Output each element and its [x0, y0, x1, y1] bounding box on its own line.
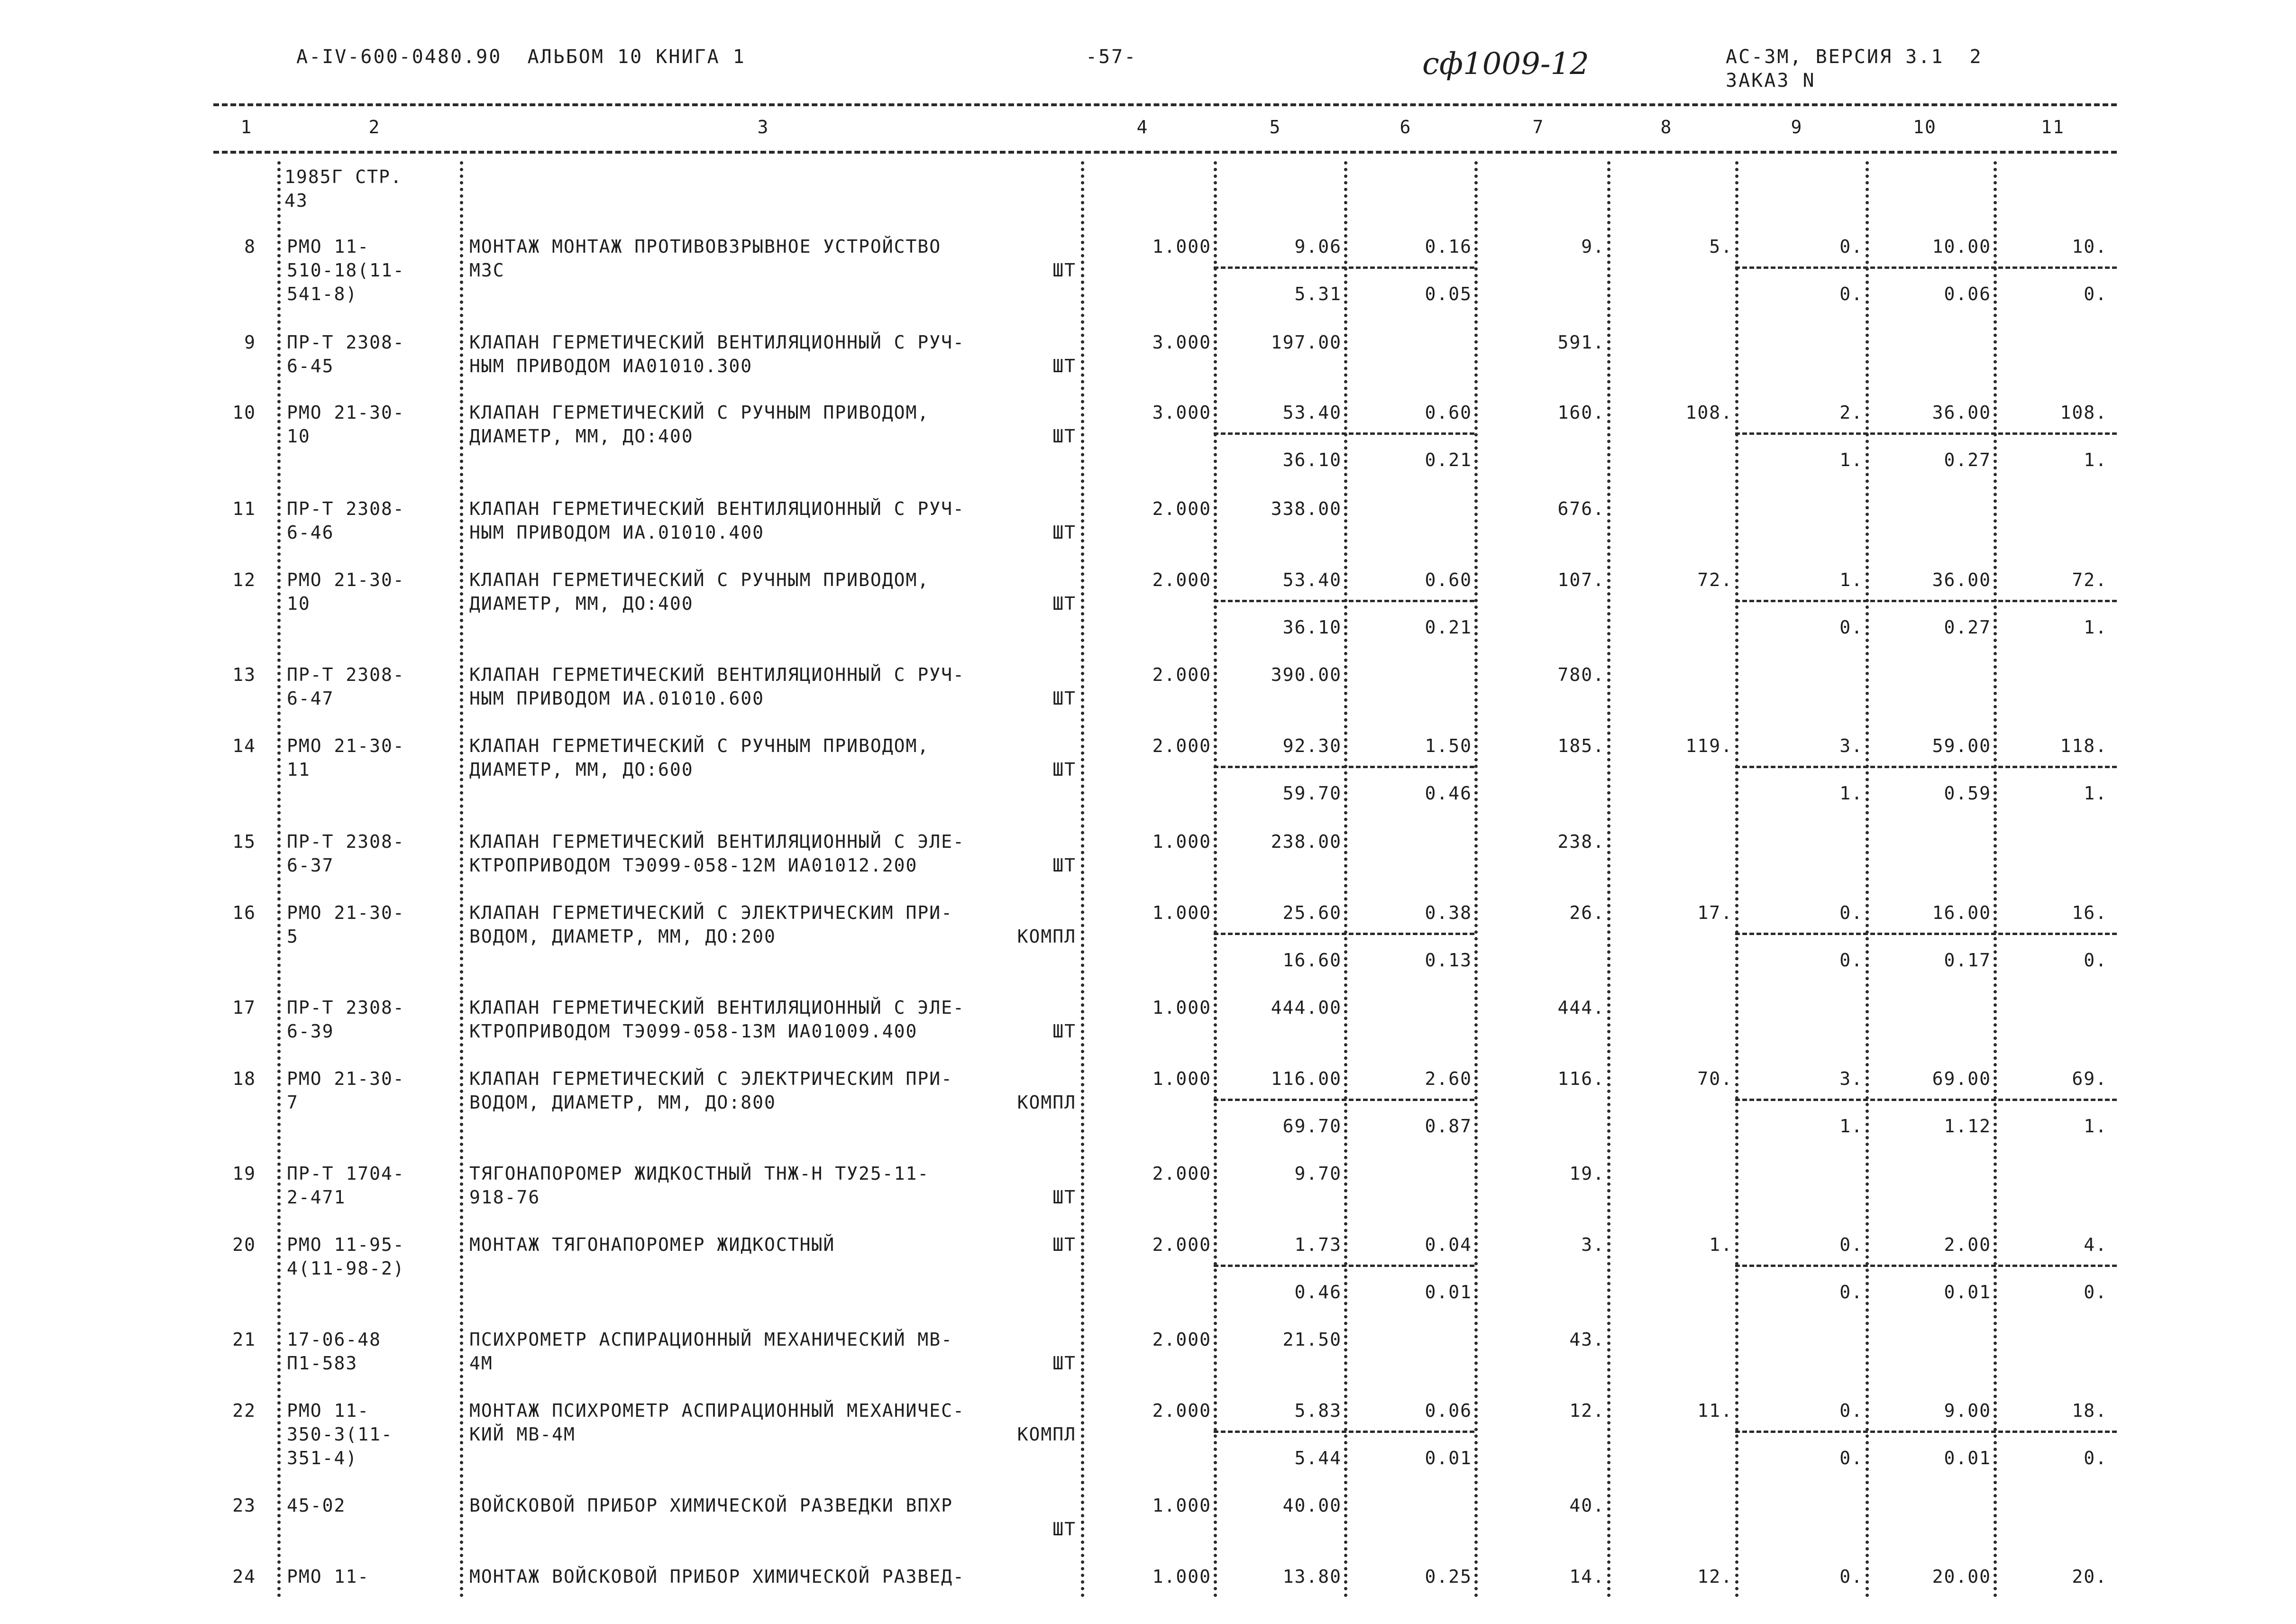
row-subvalue-c11: 1. [2084, 783, 2107, 804]
row-value-c7: 185. [1557, 735, 1605, 756]
column-separator [277, 161, 281, 1598]
row-number: 18 [232, 1068, 256, 1089]
subtotal-rule [1214, 766, 1474, 768]
row-value-qty: 1.000 [1152, 831, 1211, 852]
row-code-line: 350-3(11- [287, 1424, 393, 1445]
row-value-c6: 0.06 [1425, 1400, 1472, 1421]
row-unit: ШТ [1052, 855, 1076, 876]
row-subvalue-c9: 0. [1839, 617, 1863, 638]
column-header-11: 11 [2041, 117, 2065, 138]
row-description-line: ВОДОМ, ДИАМЕТР, ММ, ДО:200 [469, 926, 776, 947]
row-description-line: 4М [469, 1353, 493, 1374]
row-description-line: ДИАМЕТР, ММ, ДО:600 [469, 759, 694, 780]
row-unit: ШТ [1052, 260, 1076, 281]
row-subvalue-c6: 0.13 [1425, 950, 1472, 971]
row-subvalue-c5: 5.44 [1294, 1448, 1342, 1468]
row-value-c7: 40. [1569, 1495, 1605, 1516]
row-value-c10: 10.00 [1932, 236, 1991, 257]
row-code-line: ПР-Т 1704- [287, 1163, 405, 1184]
row-number: 8 [244, 236, 256, 257]
row-code-line: ПР-Т 2308- [287, 831, 405, 852]
row-description-line: ПСИХРОМЕТР АСПИРАЦИОННЫЙ МЕХАНИЧЕСКИЙ МВ- [469, 1329, 953, 1350]
continued-code-line: 43 [284, 190, 308, 211]
row-value-c9: 0. [1839, 902, 1863, 923]
row-description-line: НЫМ ПРИВОДОМ ИА01010.300 [469, 356, 753, 376]
row-unit: ШТ [1052, 426, 1076, 447]
row-value-c10: 36.00 [1932, 402, 1991, 423]
column-header-4: 4 [1136, 117, 1149, 138]
row-value-c7: 107. [1557, 569, 1605, 590]
row-subvalue-c9: 1. [1839, 450, 1863, 470]
row-code-line: 5 [287, 926, 299, 947]
row-subvalue-c10: 0.06 [1944, 284, 1991, 304]
row-description-line: МОНТАЖ ТЯГОНАПОРОМЕР ЖИДКОСТНЫЙ [469, 1234, 835, 1255]
row-number: 20 [232, 1234, 256, 1255]
row-subvalue-c11: 0. [2084, 284, 2107, 304]
row-subvalue-c6: 0.01 [1425, 1448, 1472, 1468]
row-subvalue-c5: 0.46 [1294, 1282, 1342, 1303]
row-value-c7: 780. [1557, 664, 1605, 685]
row-description-line: КИЙ МВ-4М [469, 1424, 576, 1445]
row-value-c5: 338.00 [1271, 498, 1342, 519]
subtotal-rule [1735, 1265, 2117, 1267]
row-description-line: КЛАПАН ГЕРМЕТИЧЕСКИЙ С РУЧНЫМ ПРИВОДОМ, [469, 735, 930, 756]
row-value-c8: 70. [1697, 1068, 1733, 1089]
row-code-line: 7 [287, 1092, 299, 1113]
row-subvalue-c10: 0.27 [1944, 450, 1991, 470]
row-subvalue-c11: 0. [2084, 950, 2107, 971]
row-description-line: ДИАМЕТР, ММ, ДО:400 [469, 593, 694, 614]
row-value-c11: 10. [2072, 236, 2107, 257]
subtotal-rule [1735, 1099, 2117, 1101]
row-value-c7: 238. [1557, 831, 1605, 852]
row-value-c8: 12. [1697, 1566, 1733, 1587]
row-unit: ШТ [1052, 1519, 1076, 1540]
row-code-line: ПР-Т 2308- [287, 664, 405, 685]
column-separator [1735, 161, 1738, 1598]
row-number: 13 [232, 664, 256, 685]
row-value-qty: 2.000 [1152, 1234, 1211, 1255]
row-description-line: 918-76 [469, 1187, 540, 1208]
column-separator [1866, 161, 1869, 1598]
row-value-c6: 0.60 [1425, 569, 1472, 590]
row-code-line: РМО 21-30- [287, 569, 405, 590]
row-code-line: 351-4) [287, 1448, 358, 1468]
row-code-line: 541-8) [287, 284, 358, 304]
subtotal-rule [1214, 266, 1474, 269]
row-unit: ШТ [1052, 1187, 1076, 1208]
row-description-line: ВОДОМ, ДИАМЕТР, ММ, ДО:800 [469, 1092, 776, 1113]
row-number: 24 [232, 1566, 256, 1587]
row-value-c7: 591. [1557, 332, 1605, 353]
row-value-c5: 116.00 [1271, 1068, 1342, 1089]
row-subvalue-c5: 36.10 [1282, 450, 1342, 470]
subtotal-rule [1214, 1099, 1474, 1101]
table-top-rule [213, 103, 2117, 106]
row-value-c10: 20.00 [1932, 1566, 1991, 1587]
row-number: 16 [232, 902, 256, 923]
row-value-qty: 2.000 [1152, 1329, 1211, 1350]
row-number: 22 [232, 1400, 256, 1421]
row-subvalue-c5: 16.60 [1282, 950, 1342, 971]
row-code-line: ПР-Т 2308- [287, 332, 405, 353]
column-header-10: 10 [1913, 117, 1937, 138]
row-number: 10 [232, 402, 256, 423]
row-description-line: ВОЙСКОВОЙ ПРИБОР ХИМИЧЕСКОЙ РАЗВЕДКИ ВПХР [469, 1495, 953, 1516]
subtotal-rule [1735, 432, 2117, 435]
row-description-line: МОНТАЖ ПСИХРОМЕТР АСПИРАЦИОННЫЙ МЕХАНИЧЕС- [469, 1400, 965, 1421]
row-value-c6: 0.38 [1425, 902, 1472, 923]
row-value-c9: 3. [1839, 735, 1863, 756]
row-subvalue-c9: 0. [1839, 950, 1863, 971]
row-code-line: 11 [287, 759, 311, 780]
row-value-c9: 1. [1839, 569, 1863, 590]
row-code-line: 6-39 [287, 1021, 334, 1042]
row-description-line: КЛАПАН ГЕРМЕТИЧЕСКИЙ ВЕНТИЛЯЦИОННЫЙ С РУЧ- [469, 332, 965, 353]
row-code-line: 10 [287, 593, 311, 614]
header-order-number: ЗАКАЗ N [1726, 70, 1816, 92]
continued-code-line: 1985Г СТР. [284, 166, 402, 187]
row-subvalue-c9: 1. [1839, 783, 1863, 804]
row-subvalue-c5: 69.70 [1282, 1116, 1342, 1137]
row-value-c11: 72. [2072, 569, 2107, 590]
row-code-line: 2-471 [287, 1187, 346, 1208]
row-number: 15 [232, 831, 256, 852]
row-value-c6: 1.50 [1425, 735, 1472, 756]
row-value-c7: 26. [1569, 902, 1605, 923]
row-subvalue-c11: 0. [2084, 1282, 2107, 1303]
column-separator [1994, 161, 1997, 1598]
row-value-qty: 2.000 [1152, 664, 1211, 685]
row-unit: ШТ [1052, 1021, 1076, 1042]
row-code-line: РМО 21-30- [287, 735, 405, 756]
row-value-c9: 0. [1839, 1234, 1863, 1255]
row-code-line: РМО 11- [287, 1566, 370, 1587]
row-description-line: КЛАПАН ГЕРМЕТИЧЕСКИЙ С РУЧНЫМ ПРИВОДОМ, [469, 402, 930, 423]
subtotal-rule [1735, 1431, 2117, 1433]
row-number: 21 [232, 1329, 256, 1350]
row-value-c7: 160. [1557, 402, 1605, 423]
row-subvalue-c11: 1. [2084, 1116, 2107, 1137]
row-code-line: ПР-Т 2308- [287, 498, 405, 519]
row-subvalue-c11: 1. [2084, 450, 2107, 470]
column-header-6: 6 [1400, 117, 1412, 138]
row-description-line: КЛАПАН ГЕРМЕТИЧЕСКИЙ С РУЧНЫМ ПРИВОДОМ, [469, 569, 930, 590]
row-value-c11: 18. [2072, 1400, 2107, 1421]
row-number: 17 [232, 997, 256, 1018]
row-description-line: КЛАПАН ГЕРМЕТИЧЕСКИЙ С ЭЛЕКТРИЧЕСКИМ ПРИ- [469, 902, 953, 923]
row-subvalue-c6: 0.87 [1425, 1116, 1472, 1137]
column-header-9: 9 [1791, 117, 1803, 138]
row-code-line: РМО 11-95- [287, 1234, 405, 1255]
row-code-line: 6-47 [287, 688, 334, 709]
row-subvalue-c9: 0. [1839, 284, 1863, 304]
row-value-c6: 0.25 [1425, 1566, 1472, 1587]
row-value-c7: 3. [1581, 1234, 1605, 1255]
row-value-c10: 9.00 [1944, 1400, 1991, 1421]
row-description-line: НЫМ ПРИВОДОМ ИА.01010.400 [469, 522, 764, 543]
row-subvalue-c6: 0.21 [1425, 617, 1472, 638]
row-subvalue-c5: 59.70 [1282, 783, 1342, 804]
row-value-c7: 116. [1557, 1068, 1605, 1089]
row-subvalue-c9: 0. [1839, 1282, 1863, 1303]
row-description-line: КЛАПАН ГЕРМЕТИЧЕСКИЙ ВЕНТИЛЯЦИОННЫЙ С ЭЛЕ- [469, 997, 965, 1018]
row-value-c5: 21.50 [1282, 1329, 1342, 1350]
row-value-c5: 13.80 [1282, 1566, 1342, 1587]
row-value-c6: 0.60 [1425, 402, 1472, 423]
row-unit: КОМПЛ [1017, 1092, 1076, 1113]
subtotal-rule [1214, 933, 1474, 935]
row-description-line: КТРОПРИВОДОМ ТЭ099-058-12М ИА01012.200 [469, 855, 918, 876]
row-code-line: 10 [287, 426, 311, 447]
row-value-c10: 36.00 [1932, 569, 1991, 590]
row-value-c5: 25.60 [1282, 902, 1342, 923]
row-value-qty: 3.000 [1152, 402, 1211, 423]
column-header-7: 7 [1532, 117, 1545, 138]
row-subvalue-c9: 0. [1839, 1448, 1863, 1468]
header-program-version: АС-3М, ВЕРСИЯ 3.1 2 [1726, 46, 1983, 68]
subtotal-rule [1214, 432, 1474, 435]
row-unit: ШТ [1052, 688, 1076, 709]
row-description-line: КЛАПАН ГЕРМЕТИЧЕСКИЙ ВЕНТИЛЯЦИОННЫЙ С РУЧ- [469, 498, 965, 519]
row-value-qty: 1.000 [1152, 1495, 1211, 1516]
row-subvalue-c6: 0.46 [1425, 783, 1472, 804]
row-value-c11: 4. [2084, 1234, 2107, 1255]
row-subvalue-c11: 1. [2084, 617, 2107, 638]
column-separator [1081, 161, 1084, 1598]
row-value-c9: 3. [1839, 1068, 1863, 1089]
subtotal-rule [1214, 600, 1474, 602]
row-value-c5: 9.06 [1294, 236, 1342, 257]
row-description-line: МОНТАЖ ВОЙСКОВОЙ ПРИБОР ХИМИЧЕСКОЙ РАЗВЕД- [469, 1566, 965, 1587]
row-value-c7: 444. [1557, 997, 1605, 1018]
column-header-3: 3 [757, 117, 769, 138]
row-value-c7: 14. [1569, 1566, 1605, 1587]
row-value-c8: 1. [1709, 1234, 1733, 1255]
subtotal-rule [1735, 266, 2117, 269]
row-value-c8: 108. [1685, 402, 1733, 423]
column-separator [1344, 161, 1347, 1598]
row-description-line: КЛАПАН ГЕРМЕТИЧЕСКИЙ ВЕНТИЛЯЦИОННЫЙ С РУЧ- [469, 664, 965, 685]
row-subvalue-c10: 0.01 [1944, 1282, 1991, 1303]
row-value-c7: 9. [1581, 236, 1605, 257]
row-code-line: РМО 11- [287, 1400, 370, 1421]
row-subvalue-c5: 5.31 [1294, 284, 1342, 304]
row-code-line: 6-45 [287, 356, 334, 376]
row-value-c7: 43. [1569, 1329, 1605, 1350]
row-value-c6: 0.16 [1425, 236, 1472, 257]
row-subvalue-c11: 0. [2084, 1448, 2107, 1468]
column-separator [460, 161, 463, 1598]
row-description-line: КТРОПРИВОДОМ ТЭ099-058-13М ИА01009.400 [469, 1021, 918, 1042]
row-description-line: МОНТАЖ МОНТАЖ ПРОТИВОВЗРЫВНОЕ УСТРОЙСТВО [469, 236, 942, 257]
row-value-c6: 2.60 [1425, 1068, 1472, 1089]
row-code-line: 45-02 [287, 1495, 346, 1516]
row-value-c9: 0. [1839, 1566, 1863, 1587]
row-code-line: 6-37 [287, 855, 334, 876]
row-description-line: НЫМ ПРИВОДОМ ИА.01010.600 [469, 688, 764, 709]
row-value-c5: 92.30 [1282, 735, 1342, 756]
subtotal-rule [1214, 1265, 1474, 1267]
row-value-c5: 390.00 [1271, 664, 1342, 685]
row-value-c5: 40.00 [1282, 1495, 1342, 1516]
column-header-5: 5 [1269, 117, 1281, 138]
row-subvalue-c10: 0.17 [1944, 950, 1991, 971]
row-value-c10: 2.00 [1944, 1234, 1991, 1255]
row-description-line: ДИАМЕТР, ММ, ДО:400 [469, 426, 694, 447]
row-value-qty: 1.000 [1152, 1566, 1211, 1587]
row-value-c5: 5.83 [1294, 1400, 1342, 1421]
column-header-1: 1 [240, 117, 253, 138]
row-value-c8: 119. [1685, 735, 1733, 756]
row-subvalue-c10: 0.27 [1944, 617, 1991, 638]
row-subvalue-c6: 0.21 [1425, 450, 1472, 470]
row-value-qty: 1.000 [1152, 1068, 1211, 1089]
row-value-qty: 1.000 [1152, 236, 1211, 257]
row-code-line: РМО 21-30- [287, 902, 405, 923]
row-code-line: ПР-Т 2308- [287, 997, 405, 1018]
row-unit: ШТ [1052, 522, 1076, 543]
row-description-line: МЗС [469, 260, 505, 281]
subtotal-rule [1735, 766, 2117, 768]
subtotal-rule [1735, 600, 2117, 602]
subtotal-rule [1214, 1431, 1474, 1433]
row-code-line: РМО 21-30- [287, 1068, 405, 1089]
column-separator [1607, 161, 1610, 1598]
row-subvalue-c6: 0.05 [1425, 284, 1472, 304]
row-value-c6: 0.04 [1425, 1234, 1472, 1255]
row-number: 12 [232, 569, 256, 590]
row-value-c10: 16.00 [1932, 902, 1991, 923]
row-value-c5: 53.40 [1282, 402, 1342, 423]
row-value-c10: 69.00 [1932, 1068, 1991, 1089]
row-value-c8: 5. [1709, 236, 1733, 257]
row-value-c5: 1.73 [1294, 1234, 1342, 1255]
column-separator [1214, 161, 1217, 1598]
row-value-qty: 2.000 [1152, 735, 1211, 756]
row-code-line: РМО 21-30- [287, 402, 405, 423]
row-code-line: 4(11-98-2) [287, 1258, 405, 1279]
row-value-c11: 20. [2072, 1566, 2107, 1587]
row-value-c8: 11. [1697, 1400, 1733, 1421]
row-value-c5: 53.40 [1282, 569, 1342, 590]
row-value-c11: 108. [2060, 402, 2107, 423]
row-value-qty: 1.000 [1152, 902, 1211, 923]
row-value-qty: 2.000 [1152, 1163, 1211, 1184]
row-number: 19 [232, 1163, 256, 1184]
row-value-c10: 59.00 [1932, 735, 1991, 756]
row-code-line: 510-18(11- [287, 260, 405, 281]
row-subvalue-c10: 1.12 [1944, 1116, 1991, 1137]
header-handwritten-code: сф1009-12 [1422, 46, 1589, 82]
row-subvalue-c10: 0.59 [1944, 783, 1991, 804]
row-unit: ШТ [1052, 759, 1076, 780]
row-unit: ШТ [1052, 1234, 1076, 1255]
header-document-ref: А-IV-600-0480.90 АЛЬБОМ 10 КНИГА 1 [296, 46, 746, 68]
row-code-line: П1-583 [287, 1353, 358, 1374]
header-page-number: -57- [1086, 46, 1137, 68]
row-unit: ШТ [1052, 356, 1076, 376]
row-value-qty: 2.000 [1152, 1400, 1211, 1421]
row-code-line: 17-06-48 [287, 1329, 382, 1350]
row-value-qty: 2.000 [1152, 498, 1211, 519]
column-header-rule [213, 151, 2117, 154]
row-number: 23 [232, 1495, 256, 1516]
row-value-c7: 19. [1569, 1163, 1605, 1184]
row-value-c8: 17. [1697, 902, 1733, 923]
row-subvalue-c10: 0.01 [1944, 1448, 1991, 1468]
row-unit: ШТ [1052, 1353, 1076, 1374]
row-subvalue-c5: 36.10 [1282, 617, 1342, 638]
row-value-c9: 0. [1839, 236, 1863, 257]
row-number: 11 [232, 498, 256, 519]
row-value-c5: 238.00 [1271, 831, 1342, 852]
row-value-c5: 9.70 [1294, 1163, 1342, 1184]
row-value-c7: 676. [1557, 498, 1605, 519]
row-value-qty: 2.000 [1152, 569, 1211, 590]
row-code-line: 6-46 [287, 522, 334, 543]
row-value-qty: 1.000 [1152, 997, 1211, 1018]
row-value-c11: 69. [2072, 1068, 2107, 1089]
row-subvalue-c9: 1. [1839, 1116, 1863, 1137]
column-separator [1474, 161, 1478, 1598]
row-value-c9: 2. [1839, 402, 1863, 423]
row-value-qty: 3.000 [1152, 332, 1211, 353]
row-value-c5: 444.00 [1271, 997, 1342, 1018]
subtotal-rule [1735, 933, 2117, 935]
row-code-line: РМО 11- [287, 236, 370, 257]
row-value-c11: 118. [2060, 735, 2107, 756]
row-value-c7: 12. [1569, 1400, 1605, 1421]
row-unit: ШТ [1052, 593, 1076, 614]
row-unit: КОМПЛ [1017, 926, 1076, 947]
row-description-line: КЛАПАН ГЕРМЕТИЧЕСКИЙ С ЭЛЕКТРИЧЕСКИМ ПРИ- [469, 1068, 953, 1089]
row-value-c11: 16. [2072, 902, 2107, 923]
row-subvalue-c6: 0.01 [1425, 1282, 1472, 1303]
column-header-8: 8 [1660, 117, 1673, 138]
row-description-line: ТЯГОНАПОРОМЕР ЖИДКОСТНЫЙ ТНЖ-Н ТУ25-11- [469, 1163, 930, 1184]
row-number: 9 [244, 332, 256, 353]
row-value-c8: 72. [1697, 569, 1733, 590]
row-value-c5: 197.00 [1271, 332, 1342, 353]
row-unit: КОМПЛ [1017, 1424, 1076, 1445]
row-description-line: КЛАПАН ГЕРМЕТИЧЕСКИЙ ВЕНТИЛЯЦИОННЫЙ С ЭЛЕ- [469, 831, 965, 852]
row-number: 14 [232, 735, 256, 756]
column-header-2: 2 [368, 117, 381, 138]
row-value-c9: 0. [1839, 1400, 1863, 1421]
